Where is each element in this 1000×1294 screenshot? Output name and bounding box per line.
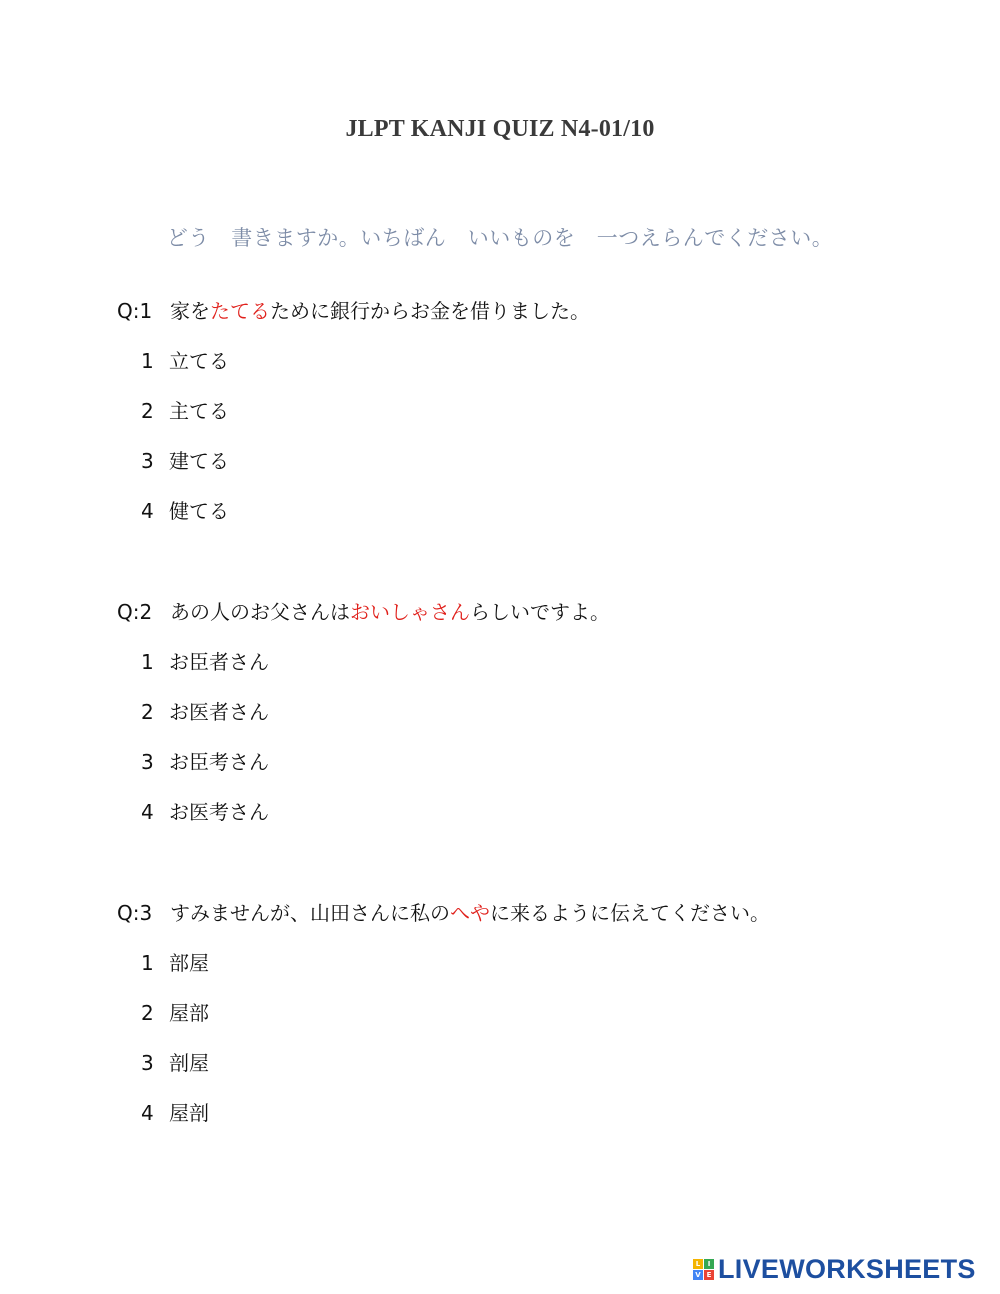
option-3-4[interactable] xyxy=(141,1099,209,1127)
question-text-before: すみませんが、山田さんに私の xyxy=(170,901,450,925)
option-2-2[interactable] xyxy=(141,698,269,726)
logo-badge-letter: E xyxy=(704,1270,714,1280)
highlighted-word: おいしゃさん xyxy=(350,600,470,624)
option-text: お医考さん xyxy=(169,800,269,824)
question-text-after: に来るように伝えてください。 xyxy=(490,901,770,925)
option-text: 部屋 xyxy=(169,951,209,975)
question-text-before: あの人のお父さんは xyxy=(170,600,350,624)
question-text-before: 家を xyxy=(170,299,210,323)
question-number: Q:3 xyxy=(117,901,153,925)
question-1 xyxy=(117,297,590,325)
option-1-4[interactable] xyxy=(141,497,229,525)
option-number: 2 xyxy=(141,700,154,724)
option-3-3[interactable] xyxy=(141,1049,209,1077)
option-number: 1 xyxy=(141,951,154,975)
option-number: 1 xyxy=(141,650,154,674)
option-number: 4 xyxy=(141,800,154,824)
highlighted-word: へや xyxy=(450,901,490,925)
question-3 xyxy=(117,899,770,927)
instruction-text: どう 書きますか。いちばん いいものを 一つえらんでください。 xyxy=(166,226,834,250)
option-number: 2 xyxy=(141,1001,154,1025)
logo-badge-letter: L xyxy=(693,1259,703,1269)
option-number: 3 xyxy=(141,449,154,473)
option-text: 建てる xyxy=(169,449,229,473)
option-number: 1 xyxy=(141,349,154,373)
option-2-4[interactable] xyxy=(141,798,269,826)
option-number: 4 xyxy=(141,1101,154,1125)
option-number: 3 xyxy=(141,750,154,774)
liveworksheets-logo xyxy=(693,1254,976,1285)
page-title: JLPT KANJI QUIZ N4-01/10 xyxy=(345,116,655,142)
logo-badge-icon xyxy=(693,1259,714,1280)
option-text: 立てる xyxy=(169,349,229,373)
option-3-2[interactable] xyxy=(141,999,209,1027)
option-text: お臣考さん xyxy=(169,750,269,774)
option-text: 剖屋 xyxy=(169,1051,209,1075)
question-text-after: らしいですよ。 xyxy=(470,600,610,624)
question-number: Q:1 xyxy=(117,299,153,323)
option-3-1[interactable] xyxy=(141,949,209,977)
logo-badge-letter: I xyxy=(704,1259,714,1269)
option-text: お医者さん xyxy=(169,700,269,724)
option-text: お臣者さん xyxy=(169,650,269,674)
option-2-1[interactable] xyxy=(141,648,269,676)
question-text-after: ために銀行からお金を借りました。 xyxy=(270,299,590,323)
option-number: 3 xyxy=(141,1051,154,1075)
option-text: 健てる xyxy=(169,499,229,523)
option-number: 4 xyxy=(141,499,154,523)
option-1-3[interactable] xyxy=(141,447,229,475)
option-text: 屋部 xyxy=(169,1001,209,1025)
option-number: 2 xyxy=(141,399,154,423)
question-number: Q:2 xyxy=(117,600,153,624)
highlighted-word: たてる xyxy=(210,299,270,323)
logo-badge-letter: V xyxy=(693,1270,703,1280)
option-1-2[interactable] xyxy=(141,397,229,425)
question-2 xyxy=(117,598,610,626)
option-text: 主てる xyxy=(169,399,229,423)
option-2-3[interactable] xyxy=(141,748,269,776)
option-1-1[interactable] xyxy=(141,347,229,375)
option-text: 屋剖 xyxy=(169,1101,209,1125)
brand-name: LIVEWORKSHEETS xyxy=(718,1254,976,1284)
